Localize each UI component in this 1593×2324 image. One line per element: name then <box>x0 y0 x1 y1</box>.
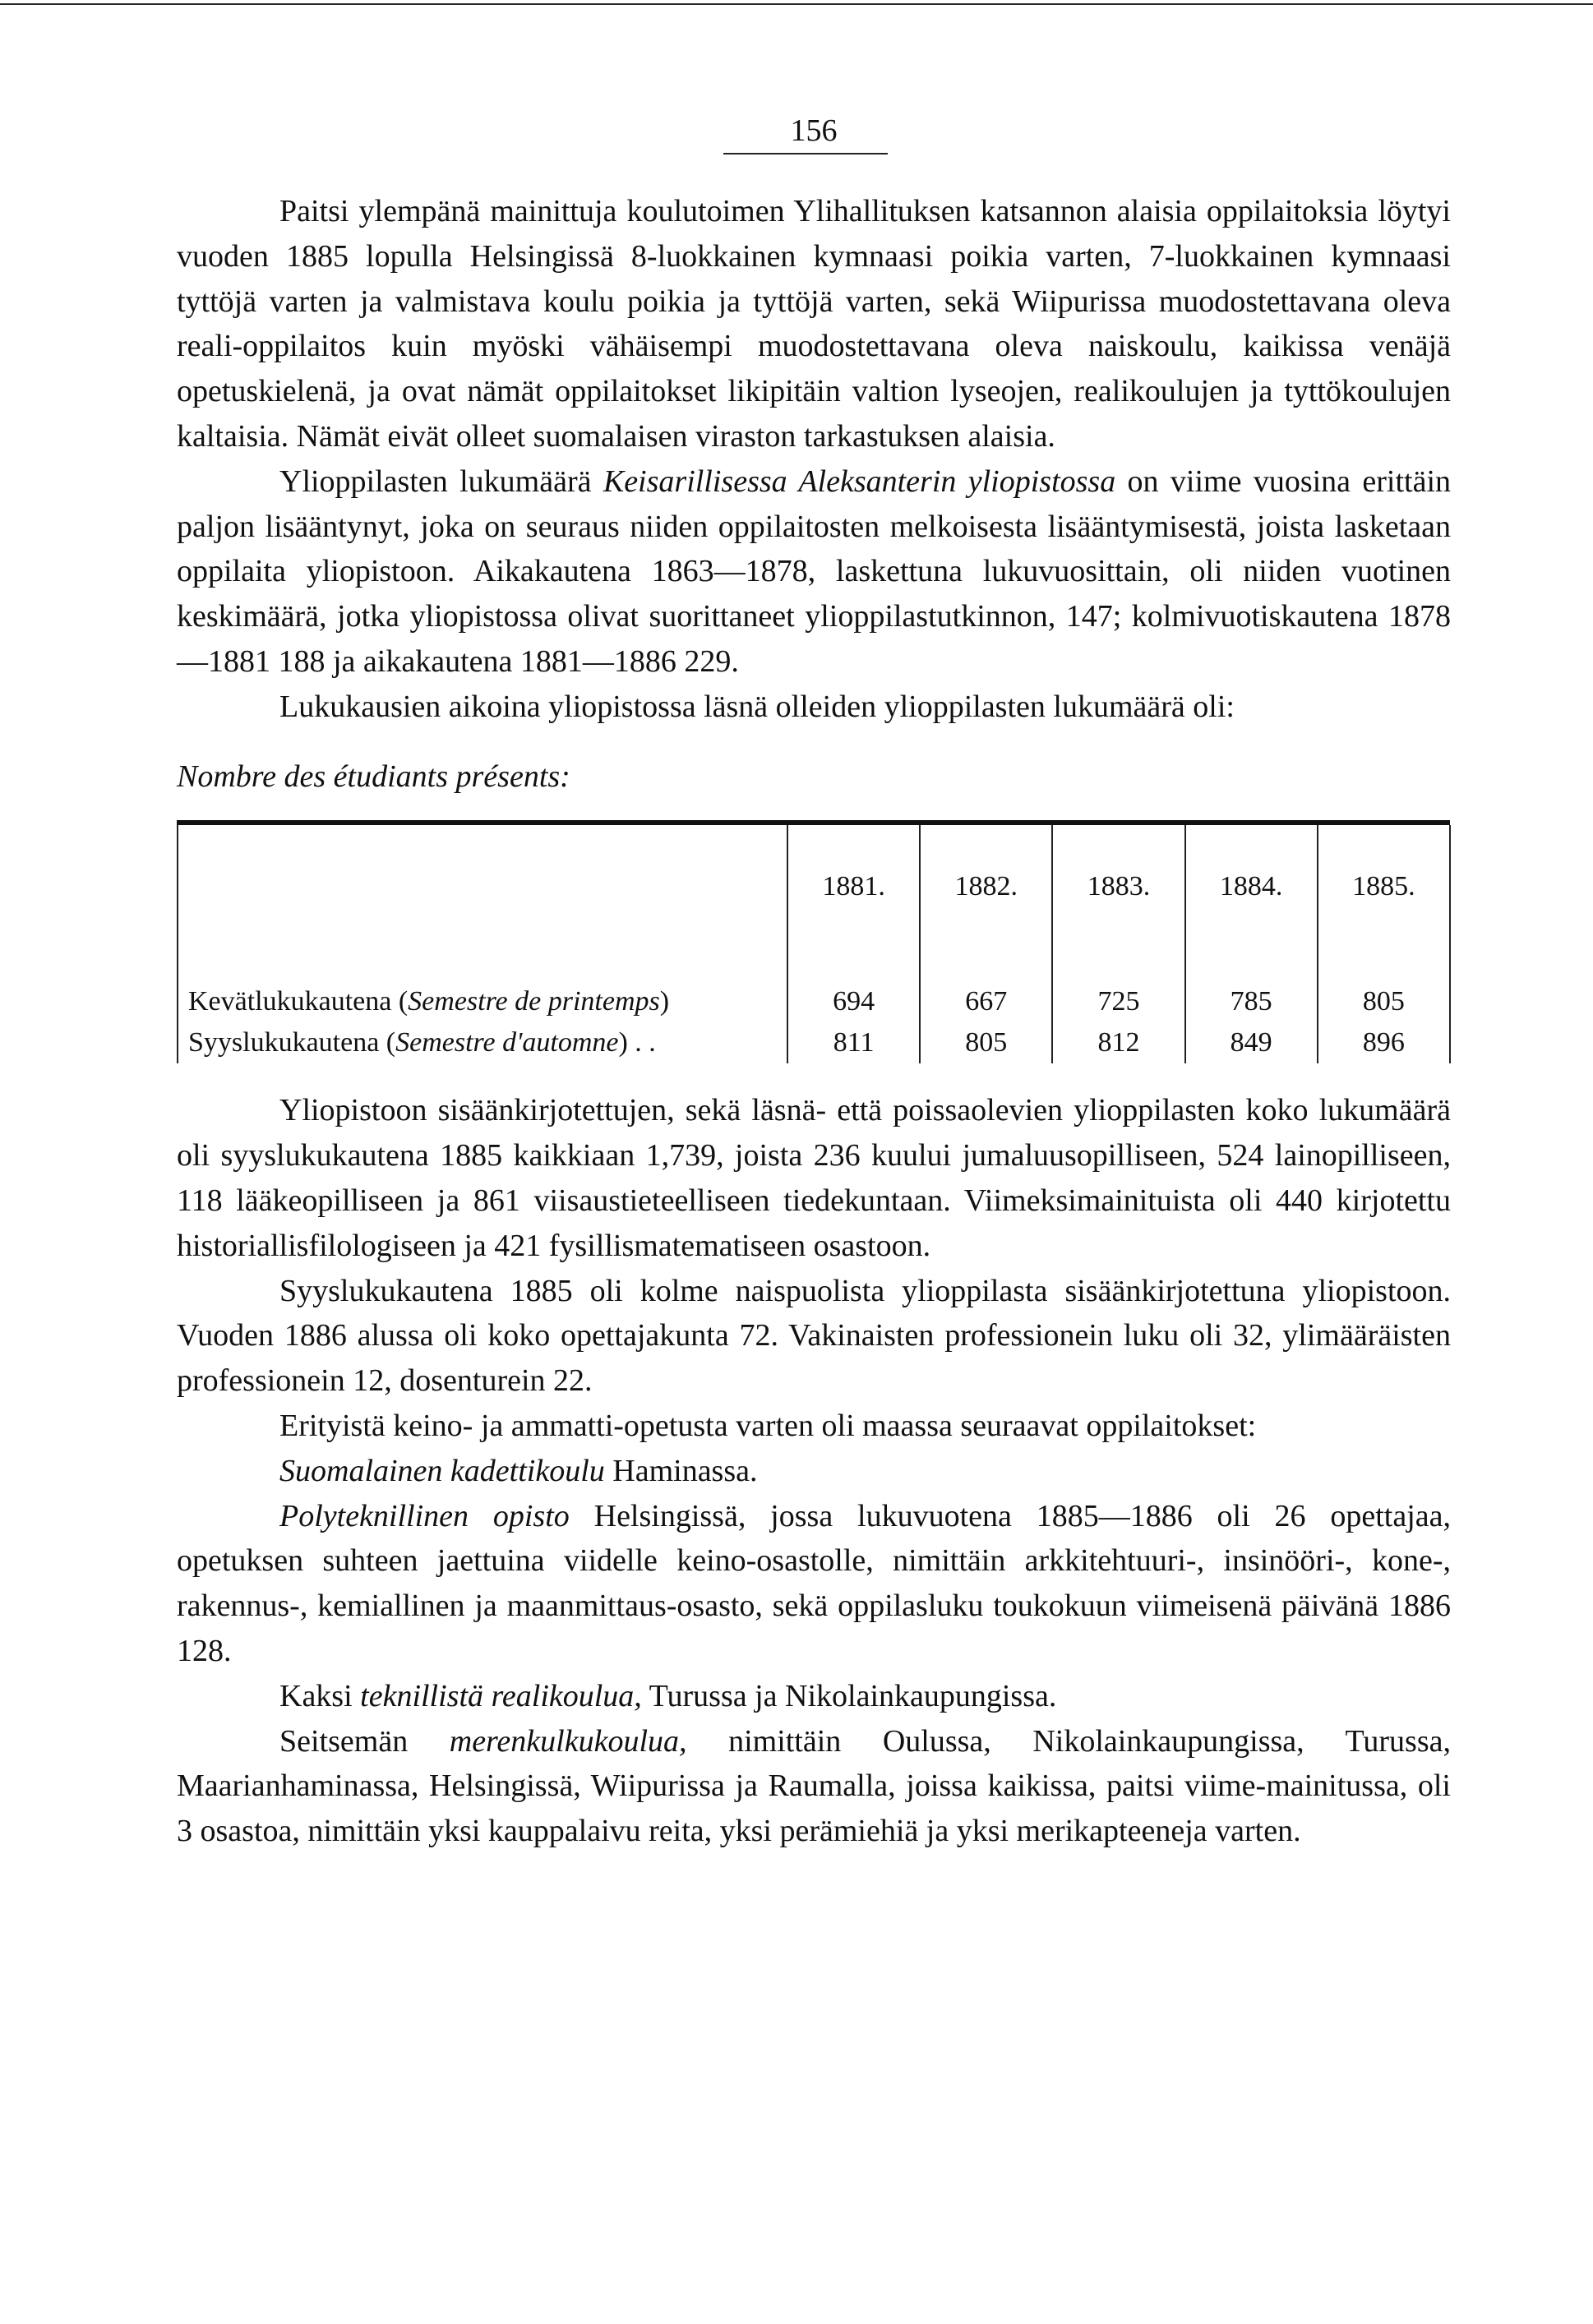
paragraph-6: Erityistä keino- ja ammatti-opetusta varten oli maassa seuraavat oppilaitokset: <box>279 1408 1257 1443</box>
spacer-row <box>178 948 1450 981</box>
paragraph-1: Paitsi ylempänä mainittuja koulutoimen Ylihallituksen katsannon alaisia oppilaitoksia löytyi vuoden 1885 lopulla Helsingissä 8-luokkainen kymnaasi poikia varten, 7-luokkainen kymnaasi tyttöjä varten ja valmistava koulu poikia ja tyttöjä varten, sekä Wiipurissa muodostettavana oleva reali-oppilaitos kuin myöski vähäisempi muodostettavana oleva naiskoulu, kaikissa venäjä opetuskielenä, ja ovat nämät oppilaitokset likipitäin valtion lyseojen, realikoulujen ja tyttökoulujen kaltaisia. Nämät eivät olleet suomalaisen viraston tarkastuksen alaisia. <box>177 194 1451 454</box>
technical-schools-name: teknillistä realikoulua, <box>360 1678 642 1713</box>
polytechnic-name: Polyteknillinen opisto <box>279 1498 570 1533</box>
paragraph-2-start: Ylioppilasten lukumäärä <box>279 463 603 499</box>
stats-table <box>177 820 1451 1063</box>
header-blank-cell <box>178 825 787 948</box>
paragraph-9: Kaksi teknillistä realikoulua, Turussa ja Nikolainkaupungissa. <box>279 1678 1057 1713</box>
row-label: Kevätlukukautena (Semestre de printemps) <box>178 981 787 1022</box>
paragraph-4: Yliopistoon sisäänkirjotettujen, sekä läsnä- että poissaolevien ylioppilasten koko lukumäärä oli syyslukukautena 1885 kaikkiaan 1,739, joista 236 kuului jumaluusopilliseen, 524 lainopilliseen, 118 lääkeopilliseen ja 861 viisaustieteelliseen tiedekuntaan. Viimeksimainituista oli 440 kirjotettu historiallisfilologiseen ja 421 fysillismatematiseen osastoon. <box>177 1093 1451 1263</box>
header-year: 1883. <box>1052 825 1184 948</box>
table-row <box>178 981 1450 1022</box>
table-cell: 694 <box>787 981 920 1022</box>
paragraph-5: Syyslukukautena 1885 oli kolme naispuolista ylioppilasta sisäänkirjotettuna yliopistoon. Vuoden 1886 alussa oli koko opettajakunta 72. Vakinaisten professionein luku oli 32, ylimääräisten professionein 12, dosenturein 22. <box>177 1273 1451 1399</box>
table-header-row <box>178 825 1450 948</box>
page-number: 156 <box>790 113 838 148</box>
header-year: 1881. <box>787 825 920 948</box>
table-cell: 805 <box>920 1022 1052 1063</box>
top-rule <box>0 3 1593 5</box>
page-body <box>177 189 1451 1854</box>
table-cell: 785 <box>1185 981 1318 1022</box>
university-name: Keisarillisessa Aleksanterin yliopistossa <box>603 463 1116 499</box>
paragraph-2 <box>177 459 1451 685</box>
table-cell: 896 <box>1318 1022 1450 1063</box>
paragraph-10: Seitsemän merenkulkukoulua, nimittäin Oulussa, Nikolainkaupungissa, Turussa, Maarianhaminassa, Helsingissä, Wiipurissa ja Raumalla, joissa kaikissa, paitsi viime-mainitussa, oli 3 osastoa, nimittäin yksi kauppalaivu reita, yksi perämiehiä ja yksi merikapteeneja varten. <box>177 1723 1451 1849</box>
row-label: Syyslukukautena (Semestre d'automne) . . <box>178 1022 787 1063</box>
navigation-schools-name: merenkulkukoulua, <box>449 1723 687 1759</box>
table-cell: 667 <box>920 981 1052 1022</box>
paragraph-7: Suomalainen kadettikoulu Haminassa. <box>279 1453 758 1488</box>
header-year: 1882. <box>920 825 1052 948</box>
page-number-rule <box>723 153 888 154</box>
table-cell: 811 <box>787 1022 920 1063</box>
header-year: 1884. <box>1185 825 1318 948</box>
table-cell: 849 <box>1185 1022 1318 1063</box>
paragraph-2-end: on viime vuosina erittäin paljon lisääntynyt, joka on seuraus niiden oppilaitosten melkoisesta lisääntymisestä, joista lasketaan oppilaita yliopistoon. Aikakautena 1863—1878, laskettuna lukuvuosittain, oli niiden vuotinen keskimäärä, jotka yliopistossa olivat suorittaneet ylioppilastutkinnon, 147; kolmivuotiskautena 1878—1881 188 ja aikakautena 1881—1886 229. <box>177 463 1452 679</box>
paragraph-3: Lukukausien aikoina yliopistossa läsnä olleiden ylioppilasten lukumäärä oli: <box>279 689 1235 724</box>
table-cell: 805 <box>1318 981 1450 1022</box>
student-count-table <box>177 820 1451 1063</box>
table-cell: 812 <box>1052 1022 1184 1063</box>
paragraph-8: Polyteknillinen opisto Helsingissä, jossa lukuvuotena 1885—1886 oli 26 opettajaa, opetuksen suhteen jaettuina viidelle keino-osastolle, nimittäin arkkitehtuuri-, insinööri-, kone-, rakennus-, kemiallinen ja maanmittaus-osasto, sekä oppilasluku toukokuun viimeisenä päivänä 1886 128. <box>177 1498 1451 1668</box>
table-row <box>178 1022 1450 1063</box>
table-cell: 725 <box>1052 981 1184 1022</box>
cadet-school-name: Suomalainen kadettikoulu <box>279 1453 605 1488</box>
header-year: 1885. <box>1318 825 1450 948</box>
table-title: Nombre des étudiants présents: <box>177 759 570 794</box>
